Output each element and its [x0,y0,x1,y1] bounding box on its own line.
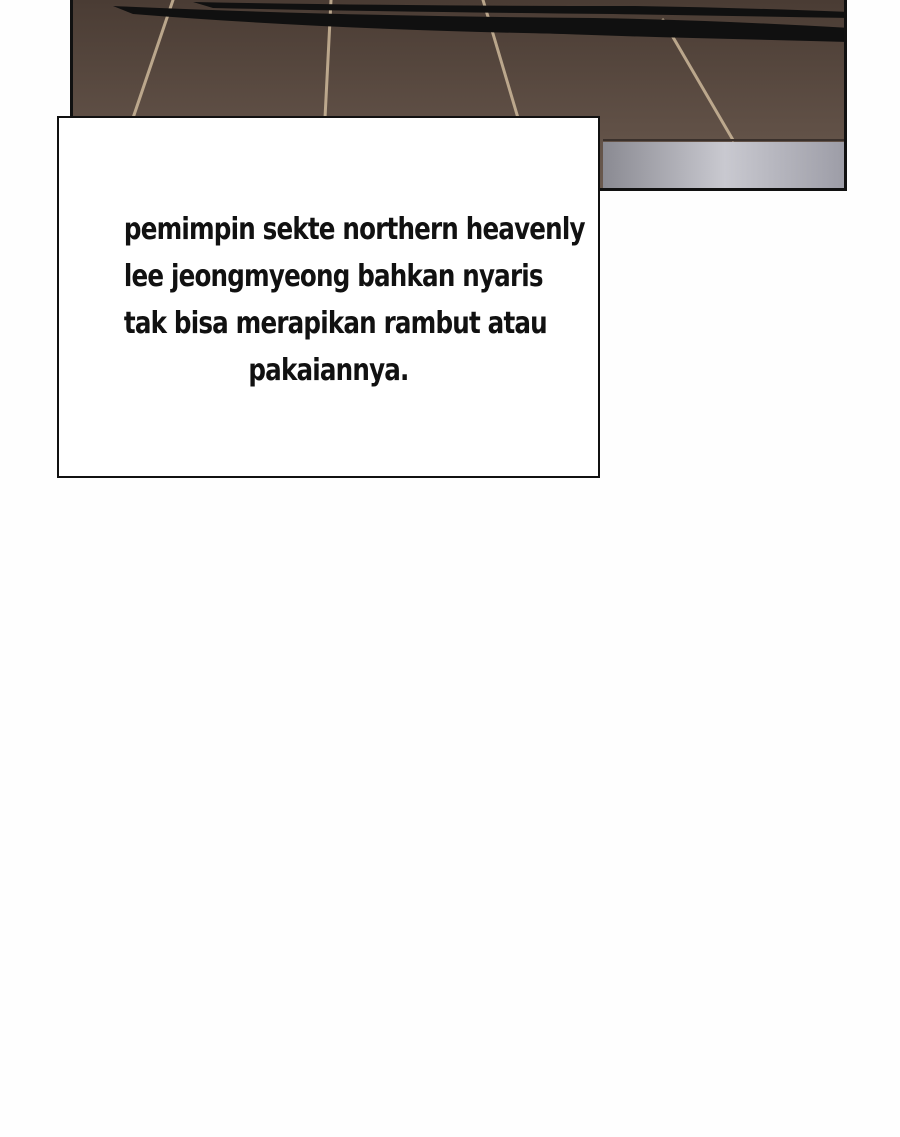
caption-line-3: tak bisa merapikan rambut atau [123,306,547,341]
caption-line-4: pakaiannya. [248,353,409,388]
caption-line-2: lee jeongmyeong bahkan nyaris [123,259,543,294]
caption-line-1: pemimpin sekte northern heavenly [123,212,585,247]
caption-text [108,206,585,394]
caption-box [57,116,600,478]
